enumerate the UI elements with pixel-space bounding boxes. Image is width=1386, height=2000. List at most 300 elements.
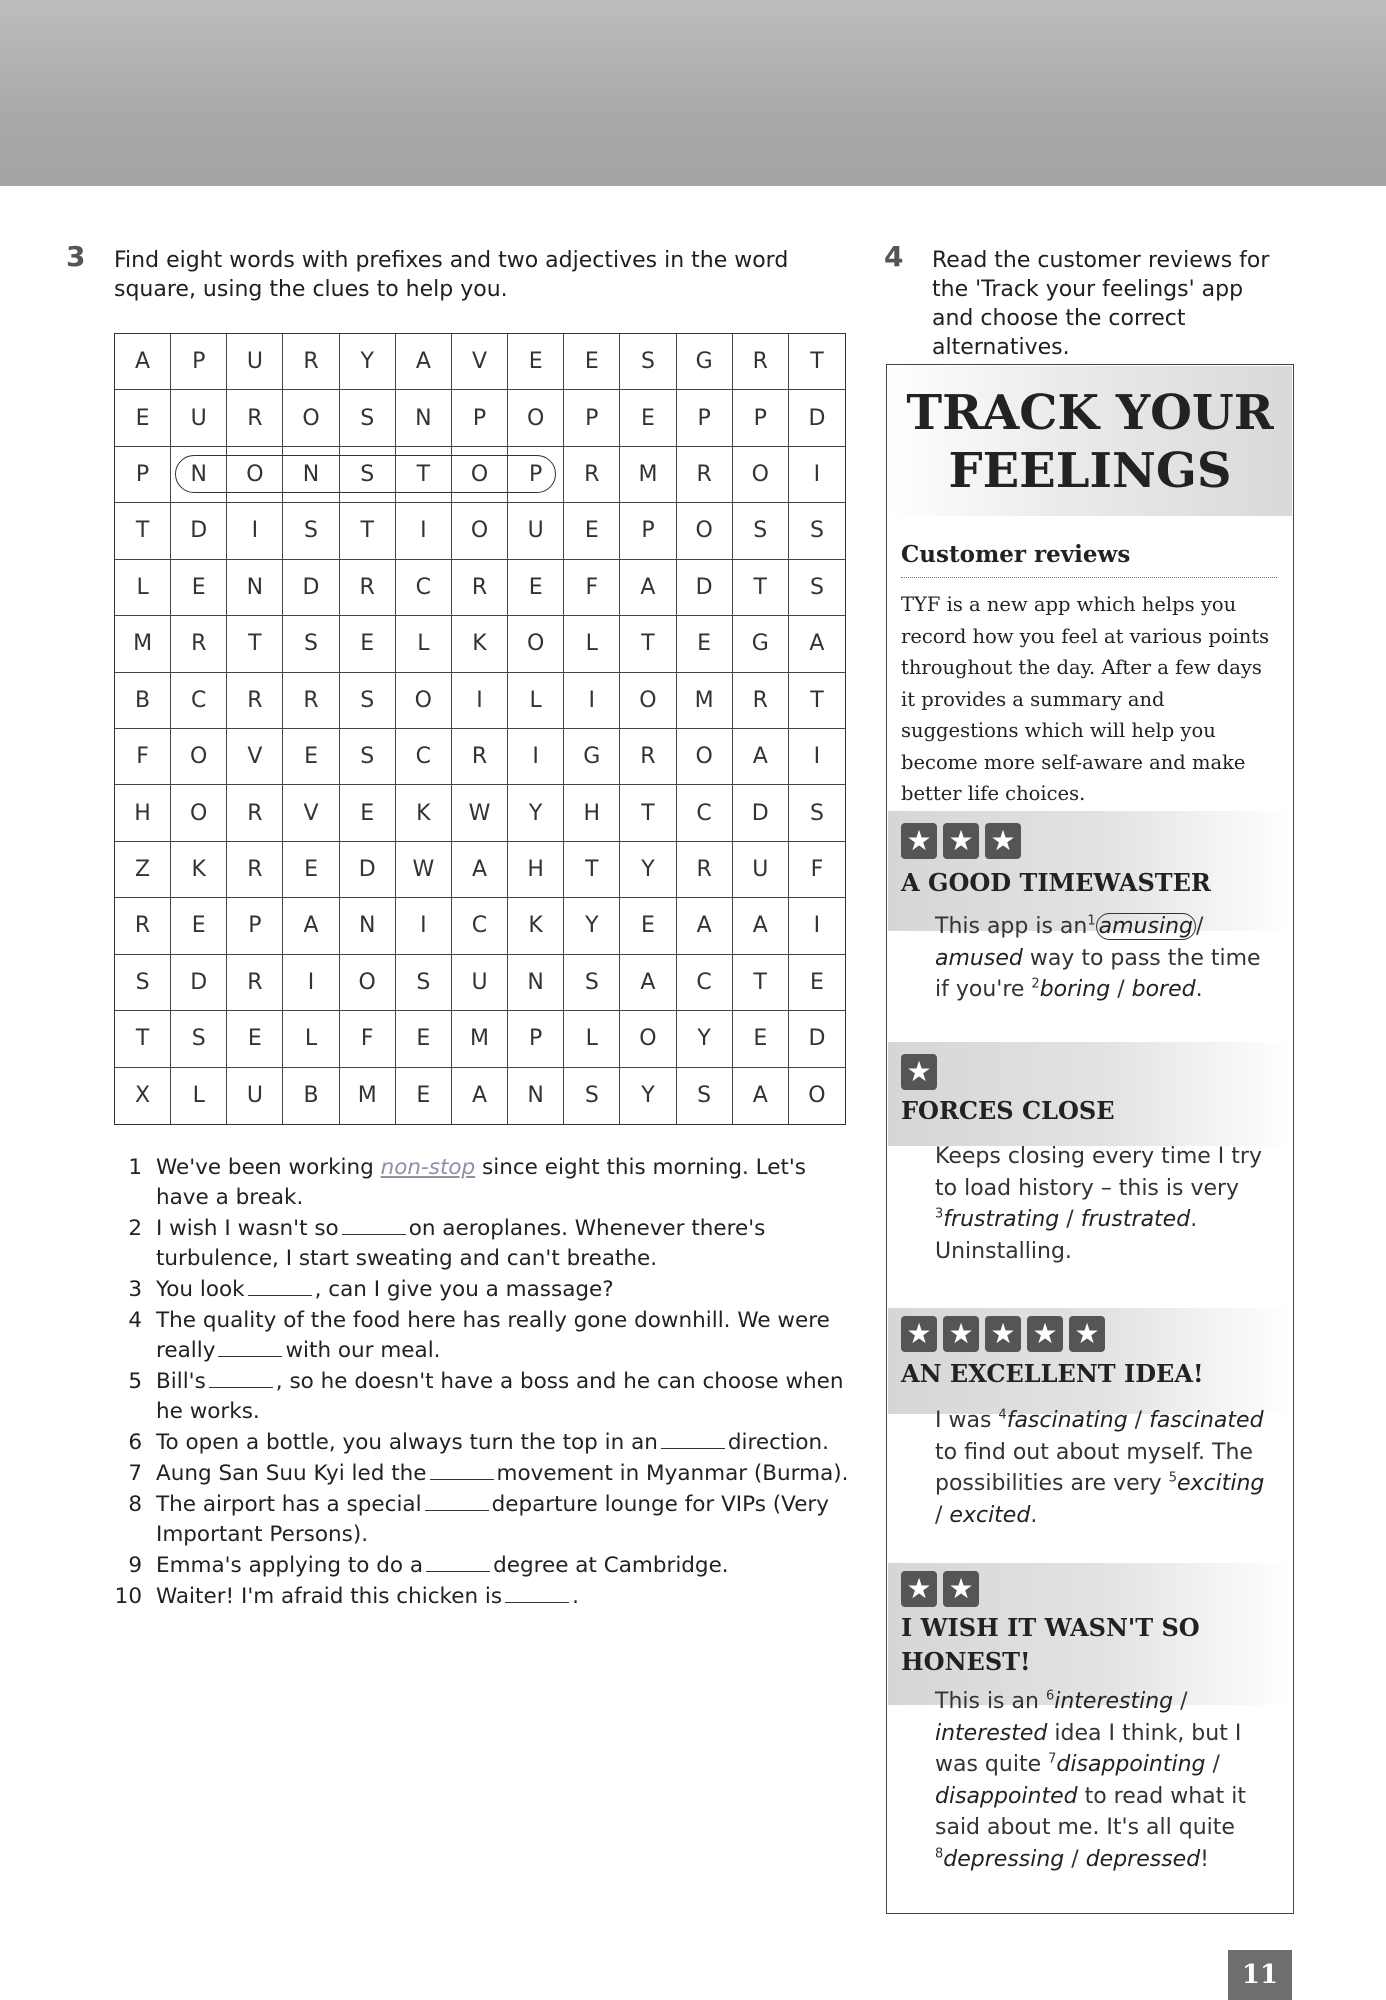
gap-number: 2 [1031,976,1040,992]
grid-cell[interactable]: P [620,503,676,559]
grid-cell[interactable]: I [396,898,452,954]
option-excited[interactable]: excited [949,1502,1031,1528]
track-your-feelings-panel [886,364,1294,1914]
grid-cell[interactable]: P [452,390,508,446]
grid-cell[interactable]: E [508,560,564,616]
option-interested[interactable]: interested [935,1720,1048,1746]
grid-cell[interactable]: E [171,898,227,954]
grid-cell[interactable]: Z [115,842,171,898]
grid-cell[interactable]: K [396,785,452,841]
grid-cell[interactable]: E [171,560,227,616]
grid-cell[interactable]: M [115,616,171,672]
grid-cell[interactable]: H [564,785,620,841]
dotted-divider [901,577,1277,578]
grid-cell[interactable]: X [115,1068,171,1124]
grid-cell[interactable]: N [396,390,452,446]
star-icon: ★ [985,823,1021,859]
review-1-text: way to pass the time if you're [935,945,1261,1002]
clue-text-after: movement in Myanmar (Burma). [496,1461,849,1486]
clue-item [114,1582,854,1612]
grid-cell[interactable]: A [620,955,676,1011]
page-number: 11 [1228,1950,1292,2000]
app-intro: TYF is a new app which helps you record how you feel at various points throughout the day. After a few days it provides a summary and suggestions which will help you become more self-aware and make better life choices. [901,593,1270,805]
clue-item [114,1367,854,1427]
clue-text-after: on aeroplanes. Whenever there's turbulence, I start sweating and can't breathe. [156,1216,766,1271]
grid-cell[interactable]: F [340,1011,396,1067]
grid-cell[interactable]: A [733,898,789,954]
review-2-title: FORCES CLOSE [901,1096,1115,1125]
gap-number: 7 [1048,1751,1057,1767]
star-icon: ★ [943,823,979,859]
grid-cell[interactable]: P [508,1011,564,1067]
grid-cell[interactable]: U [508,503,564,559]
panel-title-line-2: FEELINGS [948,443,1232,499]
review-3-text: I was [935,1408,992,1433]
grid-cell[interactable]: D [677,560,733,616]
grid-cell[interactable]: S [283,503,339,559]
review-1-text: This app is an [935,914,1088,939]
grid-cell[interactable]: A [620,560,676,616]
star-icon: ★ [901,823,937,859]
grid-cell[interactable]: A [115,334,171,390]
gap-number: 6 [1045,1688,1055,1704]
grid-cell[interactable]: S [564,1068,620,1124]
grid-cell[interactable]: O [620,673,676,729]
clue-number: 5 [128,1369,142,1394]
clue-text [156,1306,854,1366]
clue-text [156,1214,854,1274]
clue-text-before: Emma's applying to do a [156,1553,424,1578]
clue-text-before: I wish I wasn't so [156,1216,339,1241]
grid-cell[interactable]: S [733,503,789,559]
grid-cell[interactable]: C [396,729,452,785]
option-disappointed[interactable]: disappointed [935,1783,1078,1809]
grid-cell[interactable]: C [396,560,452,616]
grid-cell[interactable]: S [620,334,676,390]
grid-cell[interactable]: N [508,955,564,1011]
grid-cell[interactable]: I [452,673,508,729]
grid-cell[interactable]: N [283,447,339,503]
grid-cell[interactable]: D [171,955,227,1011]
clue-text-after: departure lounge for VIPs (Very Important Persons). [156,1492,829,1547]
grid-cell[interactable]: P [733,390,789,446]
answer-blank[interactable] [425,1493,489,1511]
clue-item [114,1490,854,1550]
grid-cell[interactable]: R [227,955,283,1011]
grid-cell[interactable]: P [677,390,733,446]
grid-cell[interactable]: P [171,334,227,390]
clue-text-after: degree at Cambridge. [493,1553,729,1578]
grid-cell[interactable]: Y [620,842,676,898]
grid-cell[interactable]: U [171,390,227,446]
grid-cell[interactable]: Y [508,785,564,841]
grid-cell[interactable]: E [677,616,733,672]
grid-cell[interactable]: E [396,1068,452,1124]
review-3-text: . [1030,1502,1038,1528]
grid-cell[interactable]: E [396,1011,452,1067]
review-4-title [901,1611,1200,1679]
answer-blank[interactable] [661,1431,725,1449]
grid-cell[interactable]: T [733,955,789,1011]
grid-cell[interactable]: E [340,616,396,672]
answer-blank[interactable] [342,1217,406,1235]
grid-cell[interactable]: I [396,503,452,559]
grid-cell[interactable]: D [733,785,789,841]
grid-cell[interactable]: W [396,842,452,898]
grid-cell[interactable]: T [396,447,452,503]
grid-cell[interactable]: L [396,616,452,672]
grid-cell[interactable]: E [283,842,339,898]
grid-cell[interactable]: D [340,842,396,898]
clue-text-before: Aung San Suu Kyi led the [156,1461,427,1486]
grid-cell[interactable]: R [733,334,789,390]
option-depressed[interactable]: depressed [1085,1846,1201,1872]
grid-cell[interactable]: S [396,955,452,1011]
word-square[interactable] [114,333,846,1125]
option-fascinated[interactable]: fascinated [1149,1408,1264,1433]
grid-cell[interactable]: I [789,898,845,954]
clue-text-after: , so he doesn't have a boss and he can choose when he works. [156,1369,844,1424]
grid-cell[interactable]: R [227,673,283,729]
grid-cell[interactable]: L [283,1011,339,1067]
grid-cell[interactable]: R [283,334,339,390]
grid-cell[interactable]: A [789,616,845,672]
grid-cell[interactable]: I [283,955,339,1011]
grid-cell[interactable]: S [115,955,171,1011]
answer-blank[interactable] [209,1370,273,1388]
grid-cell[interactable]: S [283,616,339,672]
answer-blank[interactable] [430,1462,494,1480]
star-icon: ★ [901,1316,937,1352]
clue-number: 9 [128,1553,142,1578]
grid-cell[interactable]: I [564,673,620,729]
grid-cell[interactable]: H [115,785,171,841]
grid-cell[interactable]: O [171,729,227,785]
grid-cell[interactable]: K [508,898,564,954]
grid-cell[interactable]: Y [340,334,396,390]
clue-text [156,1582,854,1612]
grid-cell[interactable]: S [789,503,845,559]
grid-cell[interactable]: T [789,334,845,390]
grid-cell[interactable]: A [283,898,339,954]
clue-text-after: since eight this morning. Let's have a break. [156,1155,807,1210]
grid-cell[interactable]: R [677,842,733,898]
clue-text-before: Bill's [156,1369,206,1394]
answer-blank[interactable] [505,1585,569,1603]
grid-cell[interactable]: B [283,1068,339,1124]
separator: / [1180,1689,1188,1714]
review-1-body [935,911,1275,1006]
grid-cell[interactable]: P [227,898,283,954]
grid-cell[interactable]: C [677,785,733,841]
review-4-text: to read what it said about me. It's all quite [935,1783,1246,1840]
review-1-text: . [1195,977,1203,1002]
grid-cell[interactable]: K [171,842,227,898]
review-4-text: idea I think, but I was quite [935,1720,1242,1777]
clue-text [156,1367,854,1427]
grid-cell[interactable]: O [620,1011,676,1067]
grid-cell[interactable]: F [115,729,171,785]
grid-cell[interactable]: E [564,503,620,559]
grid-cell[interactable]: Y [677,1011,733,1067]
grid-cell[interactable]: H [508,842,564,898]
option-amused[interactable]: amused [935,945,1023,971]
grid-cell[interactable]: S [340,390,396,446]
option-exciting[interactable]: exciting [1176,1471,1265,1496]
clue-item [114,1306,854,1366]
grid-cell[interactable]: T [620,785,676,841]
example-answer: non-stop [380,1155,476,1180]
grid-cell[interactable]: R [340,560,396,616]
grid-cell[interactable]: A [733,1068,789,1124]
clue-text-before: The airport has a special [156,1492,422,1517]
star-icon: ★ [1027,1316,1063,1352]
grid-cell[interactable]: O [452,447,508,503]
review-4-text: This is an [935,1689,1039,1714]
grid-cell[interactable]: R [227,785,283,841]
grid-cell[interactable]: R [227,390,283,446]
grid-cell[interactable]: T [227,616,283,672]
separator: / [1117,977,1125,1002]
clue-number: 6 [128,1430,142,1455]
clue-number: 7 [128,1461,142,1486]
grid-cell[interactable]: P [564,390,620,446]
grid-cell[interactable]: S [340,447,396,503]
grid-cell[interactable]: I [789,729,845,785]
grid-cell[interactable]: S [171,1011,227,1067]
grid-cell[interactable]: R [115,898,171,954]
separator: / [1195,914,1204,939]
grid-cell[interactable]: L [564,616,620,672]
clue-text-after: . [572,1584,579,1609]
grid-cell[interactable]: V [227,729,283,785]
grid-cell[interactable]: R [283,673,339,729]
grid-cell[interactable]: F [789,842,845,898]
grid-cell[interactable]: T [733,560,789,616]
grid-cell[interactable]: C [171,673,227,729]
grid-cell[interactable]: B [115,673,171,729]
grid-cell[interactable]: E [508,334,564,390]
grid-cell[interactable]: V [452,334,508,390]
grid-cell[interactable]: R [227,842,283,898]
grid-cell[interactable]: M [340,1068,396,1124]
grid-cell[interactable]: A [452,1068,508,1124]
clue-text [156,1153,854,1213]
review-1-title: A GOOD TIMEWASTER [901,868,1211,897]
grid-cell[interactable]: E [620,898,676,954]
grid-cell[interactable]: M [620,447,676,503]
grid-cell[interactable]: E [789,955,845,1011]
grid-cell[interactable]: S [677,1068,733,1124]
star-icon: ★ [943,1316,979,1352]
grid-cell[interactable]: D [283,560,339,616]
grid-cell[interactable]: M [677,673,733,729]
option-bored[interactable]: bored [1131,977,1196,1002]
grid-cell[interactable]: O [677,729,733,785]
grid-cell[interactable]: T [789,673,845,729]
grid-cell[interactable]: T [115,503,171,559]
review-3-text: to find out about myself. The possibilities are very [935,1439,1253,1496]
grid-cell[interactable]: T [620,616,676,672]
option-depressing[interactable]: depressing [943,1846,1065,1872]
clue-item [114,1153,854,1213]
grid-cell[interactable]: S [340,729,396,785]
gap-number: 8 [935,1846,944,1862]
option-amusing[interactable]: amusing [1096,913,1196,940]
clue-item [114,1551,854,1581]
grid-cell[interactable]: E [227,1011,283,1067]
grid-cell[interactable]: F [564,560,620,616]
grid-cell[interactable]: O [733,447,789,503]
grid-cell[interactable]: E [564,334,620,390]
option-interesting[interactable]: interesting [1054,1689,1174,1714]
grid-cell[interactable]: O [808,1083,826,1109]
answer-blank[interactable] [218,1339,282,1357]
clue-item [114,1214,854,1274]
grid-cell[interactable]: I [789,447,845,503]
grid-cell[interactable]: P [115,447,171,503]
header-band [0,0,1386,186]
star-icon: ★ [1069,1316,1105,1352]
clue-text-after: with our meal. [285,1338,441,1363]
panel-title-line-1: TRACK YOUR [906,385,1274,441]
grid-cell[interactable]: R [452,729,508,785]
option-frustrated[interactable]: frustrated [1080,1207,1191,1232]
grid-cell[interactable]: U [733,842,789,898]
found-word-oval [175,455,556,493]
grid-cell[interactable]: W [452,785,508,841]
exercise-4-number: 4 [884,240,904,273]
clue-item [114,1275,854,1305]
clue-text-before: We've been working [156,1155,381,1180]
clue-text-after: direction. [727,1430,829,1455]
grid-cell[interactable]: D [789,1011,845,1067]
grid-cell[interactable]: R [452,560,508,616]
review-4-stars [901,1571,979,1607]
grid-cell[interactable]: P [508,447,564,503]
grid-cell[interactable]: O [171,785,227,841]
exercise-4-instruction: Read the customer reviews for the 'Track your feelings' app and choose the correct alternatives. [932,248,1270,360]
grid-cell[interactable]: C [452,898,508,954]
grid-cell[interactable]: U [452,955,508,1011]
grid-cell[interactable]: L [171,1068,227,1124]
grid-cell[interactable]: O [283,390,339,446]
separator: / [1066,1207,1074,1232]
exercise-3-instruction: Find eight words with prefixes and two adjectives in the word square, using the clues to help you. [114,248,789,302]
grid-cell[interactable]: G [677,334,733,390]
star-icon: ★ [901,1571,937,1607]
grid-cell[interactable]: O [227,447,283,503]
gap-number: 1 [1087,913,1096,929]
clue-text-before: The quality of the food here has really gone downhill. We were really [156,1308,830,1363]
star-icon: ★ [901,1054,937,1090]
grid-cell[interactable]: R [171,616,227,672]
grid-cell[interactable]: C [677,955,733,1011]
grid-cell[interactable]: L [508,673,564,729]
review-4-title-line-1: I WISH IT WASN'T SO [901,1613,1200,1642]
review-4-title-line-2: HONEST! [901,1647,1031,1676]
panel-title [888,366,1292,516]
grid-cell[interactable]: O [396,673,452,729]
grid-cell[interactable]: N [508,1068,564,1124]
grid-cell[interactable]: L [115,560,171,616]
option-disappointing[interactable]: disappointing [1056,1752,1206,1777]
grid-cell[interactable]: A [733,729,789,785]
clue-text-before: To open a bottle, you always turn the top in an [156,1430,658,1455]
grid-cell[interactable]: D [789,390,845,446]
clue-number: 1 [128,1155,142,1180]
grid-cell[interactable]: E [340,785,396,841]
grid-cell[interactable]: G [564,729,620,785]
option-frustrating[interactable]: frustrating [943,1207,1060,1232]
grid-cell[interactable]: N [340,898,396,954]
review-3-title: AN EXCELLENT IDEA! [901,1359,1204,1388]
grid-cell[interactable]: N [171,447,227,503]
grid-cell[interactable]: E [620,390,676,446]
grid-cell[interactable]: Y [564,898,620,954]
grid-cell[interactable]: M [452,1011,508,1067]
grid-cell[interactable]: T [115,1011,171,1067]
grid-cell[interactable]: O [508,390,564,446]
gap-number: 3 [935,1206,944,1222]
grid-cell[interactable]: S [789,785,845,841]
grid-cell[interactable]: R [564,447,620,503]
grid-cell[interactable]: A [452,842,508,898]
grid-cell[interactable]: S [564,955,620,1011]
grid-cell[interactable]: S [340,673,396,729]
grid-cell[interactable]: R [733,673,789,729]
grid-cell[interactable]: T [340,503,396,559]
grid-cell[interactable]: R [677,447,733,503]
grid-cell[interactable]: O [340,955,396,1011]
grid-cell[interactable]: I [508,729,564,785]
grid-cell[interactable]: A [396,334,452,390]
grid-cell[interactable]: T [564,842,620,898]
grid-cell[interactable]: Y [620,1068,676,1124]
grid-cell[interactable]: K [452,616,508,672]
grid-cell[interactable]: V [283,785,339,841]
separator: / [1071,1846,1079,1872]
grid-cell[interactable]: E [283,729,339,785]
grid-cell[interactable]: U [227,1068,283,1124]
grid-cell[interactable]: L [564,1011,620,1067]
grid-cell[interactable]: I [227,503,283,559]
grid-cell[interactable]: O [452,503,508,559]
grid-cell[interactable]: N [227,560,283,616]
grid-cell[interactable]: O [677,503,733,559]
grid-cell[interactable]: U [227,334,283,390]
clue-number: 3 [128,1277,142,1302]
clue-text [156,1459,854,1489]
gap-number: 5 [1168,1470,1177,1486]
grid-cell[interactable]: S [789,560,845,616]
customer-reviews-heading: Customer reviews [901,541,1131,568]
option-boring[interactable]: boring [1039,977,1111,1002]
grid-cell[interactable]: E [115,390,171,446]
grid-cell[interactable]: D [171,503,227,559]
gap-number: 4 [998,1407,1007,1423]
option-fascinating[interactable]: fascinating [1006,1408,1128,1433]
grid-cell[interactable]: E [733,1011,789,1067]
answer-blank[interactable] [426,1554,490,1572]
grid-cell[interactable]: R [620,729,676,785]
grid-cell[interactable]: O [508,616,564,672]
answer-blank[interactable] [248,1278,312,1296]
grid-cell[interactable]: A [677,898,733,954]
grid-cell[interactable]: G [733,616,789,672]
clue-item [114,1459,854,1489]
clue-text [156,1428,854,1458]
